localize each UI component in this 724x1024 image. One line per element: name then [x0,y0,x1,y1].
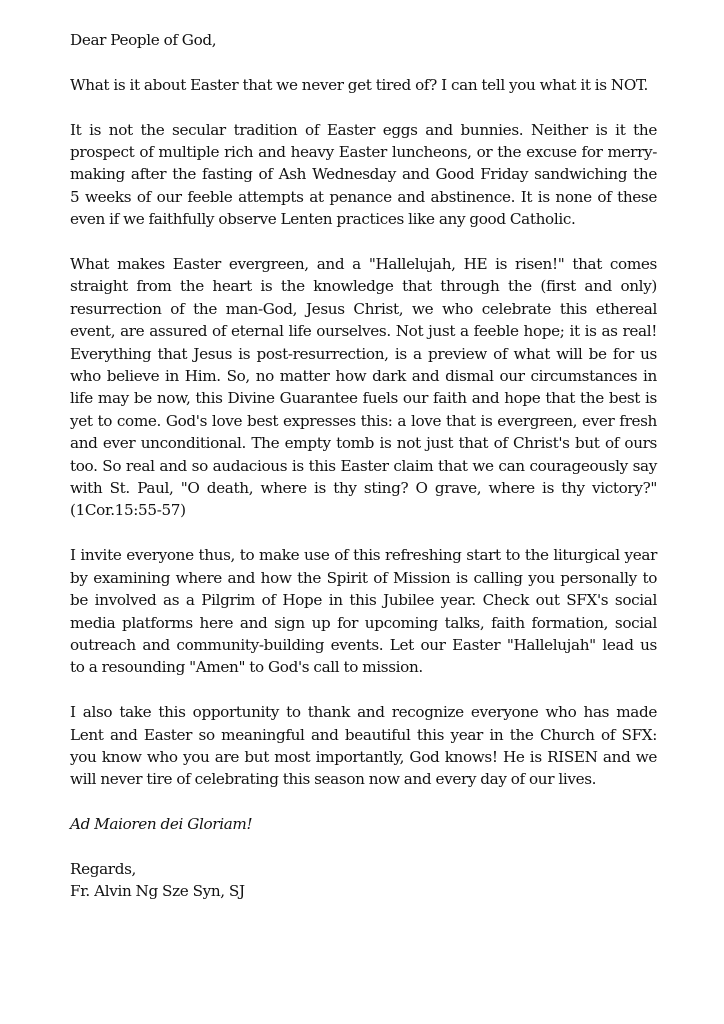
paragraph-line: 5 weeks of our feeble attempts at penance and abstinence. It is none of these [70,187,657,206]
paragraph-line: too. So real and so audacious is this Easter claim that we can courageously say [70,456,657,475]
paragraph-line: and ever unconditional. The empty tomb is not just that of Christ's but of ours [70,434,657,453]
signature: Fr. Alvin Ng Sze Syn, SJ [70,882,245,901]
paragraph-line: It is not the secular tradition of Easter eggs and bunnies. Neither is it the [70,120,657,139]
paragraph-line: will never tire of celebrating this season now and every day of our lives. [70,770,597,789]
paragraph-line: to a resounding "Amen" to God's call to mission. [70,658,423,677]
paragraph-invitation [70,544,657,678]
paragraph-line: Everything that Jesus is post-resurrection, is a preview of what will be for us [70,344,657,363]
paragraph-evergreen [70,253,657,522]
paragraph-line: straight from the heart is the knowledge that through the (first and only) [70,277,657,296]
paragraph-line: What makes Easter evergreen, and a "Hallelujah, HE is risen!" that comes [70,255,657,274]
salutation: Dear People of God, [70,31,217,49]
paragraph-line: who believe in Him. So, no matter how dark and dismal our circumstances in [70,367,657,386]
paragraph-not-secular [70,119,657,231]
paragraph-thanks [70,701,657,791]
paragraph-line: I also take this opportunity to thank and recognize everyone who has made [70,703,657,722]
paragraph-line: resurrection of the man-God, Jesus Christ, we who celebrate this ethereal [70,299,657,318]
paragraph-line: with St. Paul, "O death, where is thy sting? O grave, where is thy victory?" [70,479,657,498]
motto: Ad Maioren dei Gloriam! [70,815,253,834]
scripture-reference: (1Cor.15:55-57) [70,501,186,520]
paragraph-line: I invite everyone thus, to make use of this refreshing start to the liturgical year [70,546,657,565]
paragraph-line: Lent and Easter so meaningful and beautiful this year in the Church of SFX: [70,725,657,744]
paragraph-line: outreach and community-building events. Let our Easter "Hallelujah" lead us [70,635,657,654]
paragraph-line: even if we faithfully observe Lenten practices like any good Catholic. [70,210,576,229]
paragraph-intro [70,74,657,96]
paragraph-line: yet to come. God's love best expresses this: a love that is evergreen, ever fresh [70,411,657,430]
paragraph-line: making after the fasting of Ash Wednesday and Good Friday sandwiching the [70,165,657,184]
paragraph-line: What is it about Easter that we never get tired of? I can tell you what it is NOT. [70,75,648,94]
paragraph-line: prospect of multiple rich and heavy Easter luncheons, or the excuse for merry- [70,143,657,161]
paragraph-line: be involved as a Pilgrim of Hope in this Jubilee year. Check out SFX's social [70,591,657,610]
letter-page [70,29,657,903]
paragraph-line: life may be now, this Divine Guarantee fuels our faith and hope that the best is [70,389,657,408]
paragraph-line: by examining where and how the Spirit of Mission is calling you personally to [70,568,657,587]
paragraph-line: you know who you are but most importantly, God knows! He is RISEN and we [70,747,657,766]
closing: Regards, [70,859,137,878]
paragraph-line: media platforms here and sign up for upcoming talks, faith formation, social [70,613,657,632]
paragraph-line: event, are assured of eternal life ourselves. Not just a feeble hope; it is as real! [70,322,657,341]
